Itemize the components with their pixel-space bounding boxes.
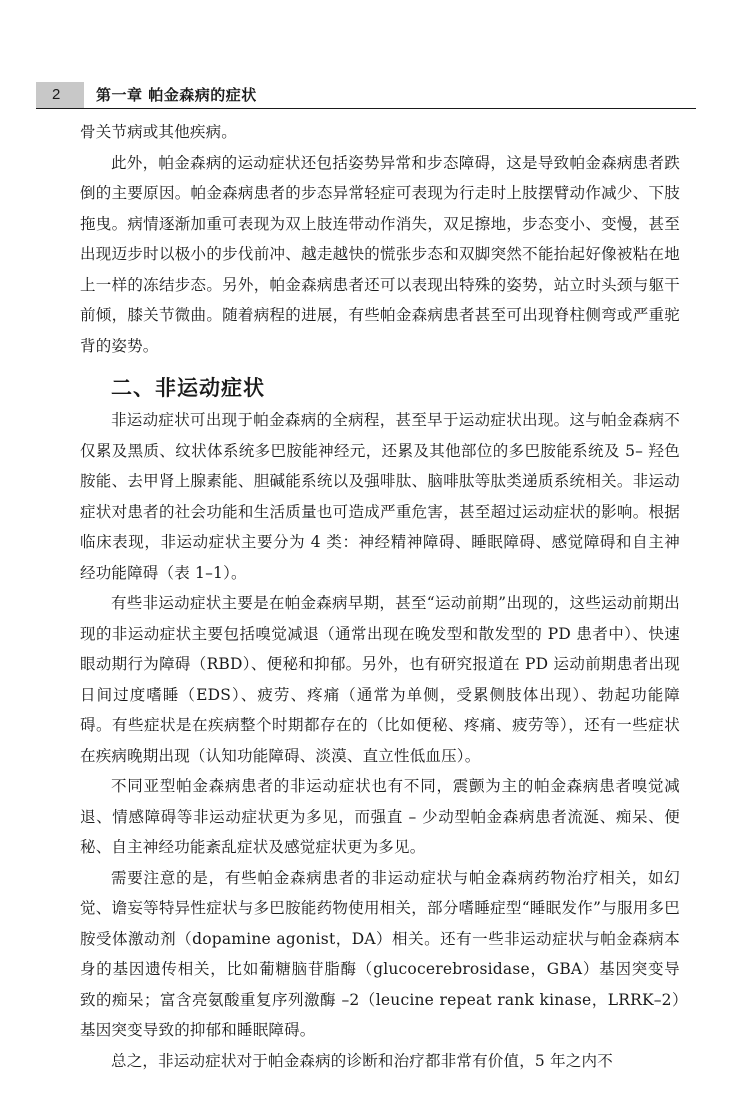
paragraph-continued: 骨关节病或其他疾病。 <box>80 123 238 141</box>
paragraph-drug-gene: 需要注意的是，有些帕金森病患者的非运动症状与帕金森病药物治疗相关，如幻觉、谵妄等特异性症状与多巴胺能药物使用相关，部分嗜睡症型“睡眠发作”与服用多巴胺受体激动剂（dopamine agonist，DA）相关。还有一些非运动症状与帕金森病本身的基因遗传相关，比如葡糖脑苷脂酶（glucocerebrosidase，GBA）基因突变导致的痴呆；富含亮氨酸重复序列激酶 –2（leucine repeat rank kinase，LRRK–2）基因突变导致的抑郁和睡眠障碍。 <box>80 868 680 1039</box>
page-number: 2 <box>36 82 84 108</box>
paragraph-premotor: 有些非运动症状主要是在帕金森病早期，甚至“运动前期”出现的，这些运动前期出现的非运动症状主要包括嗅觉减退（通常出现在晚发型和散发型的 PD 患者中）、快速眼动期行为障碍（RBD）、便秘和抑郁。另外，也有研究报道在 PD 运动前期患者出现日间过度嗜睡（EDS）、疲劳、疼痛（通常为单侧，受累侧肢体出现）、勃起功能障碍。有些症状是在疾病整个时期都存在的（比如便秘、疼痛、疲劳等），还有一些症状在疾病晚期出现（认知功能障碍、淡漠、直立性低血压）。 <box>80 594 680 765</box>
chapter-title: 第一章 帕金森病的症状 <box>96 86 257 104</box>
paragraph-gait: 此外，帕金森病的运动症状还包括姿势异常和步态障碍，这是导致帕金森病患者跌倒的主要原因。帕金森病患者的步态异常轻症可表现为行走时上肢摆臂动作减少、下肢拖曳。病情逐渐加重可表现为双上肢连带动作消失，双足擦地，步态变小、变慢，甚至出现迈步时以极小的步伐前冲、越走越快的慌张步态和双脚突然不能抬起好像被粘在地上一样的冻结步态。另外，帕金森病患者还可以表现出特殊的姿势，站立时头颈与躯干前倾，膝关节微曲。随着病程的进展，有些帕金森病患者甚至可出现脊柱侧弯或严重驼背的姿势。 <box>80 153 680 355</box>
paragraph-summary: 总之，非运动症状对于帕金森病的诊断和治疗都非常有价值，5 年之内不 <box>111 1051 613 1070</box>
running-header <box>36 82 696 109</box>
paragraph-nonmotor-intro: 非运动症状可出现于帕金森病的全病程，甚至早于运动症状出现。这与帕金森病不仅累及黑质、纹状体系统多巴胺能神经元，还累及其他部位的多巴胺能系统及 5– 羟色胺能、去甲肾上腺素能、胆碱能系统以及强啡肽、脑啡肽等肽类递质系统相关。非运动症状对患者的社会功能和生活质量也可造成严重危害，甚至超过运动症状的影响。根据临床表现，非运动症状主要分为 4 类：神经精神障碍、睡眠障碍、感觉障碍和自主神经功能障碍（表 1–1）。 <box>80 411 680 582</box>
body-text <box>80 117 680 1076</box>
paragraph-subtypes: 不同亚型帕金森病患者的非运动症状也有不同，震颤为主的帕金森病患者嗅觉减退、情感障碍等非运动症状更为多见，而强直 – 少动型帕金森病患者流涎、痴呆、便秘、自主神经功能紊乱症状及感觉症状更为多见。 <box>80 777 680 856</box>
section-heading: 二、非运动症状 <box>111 376 265 400</box>
